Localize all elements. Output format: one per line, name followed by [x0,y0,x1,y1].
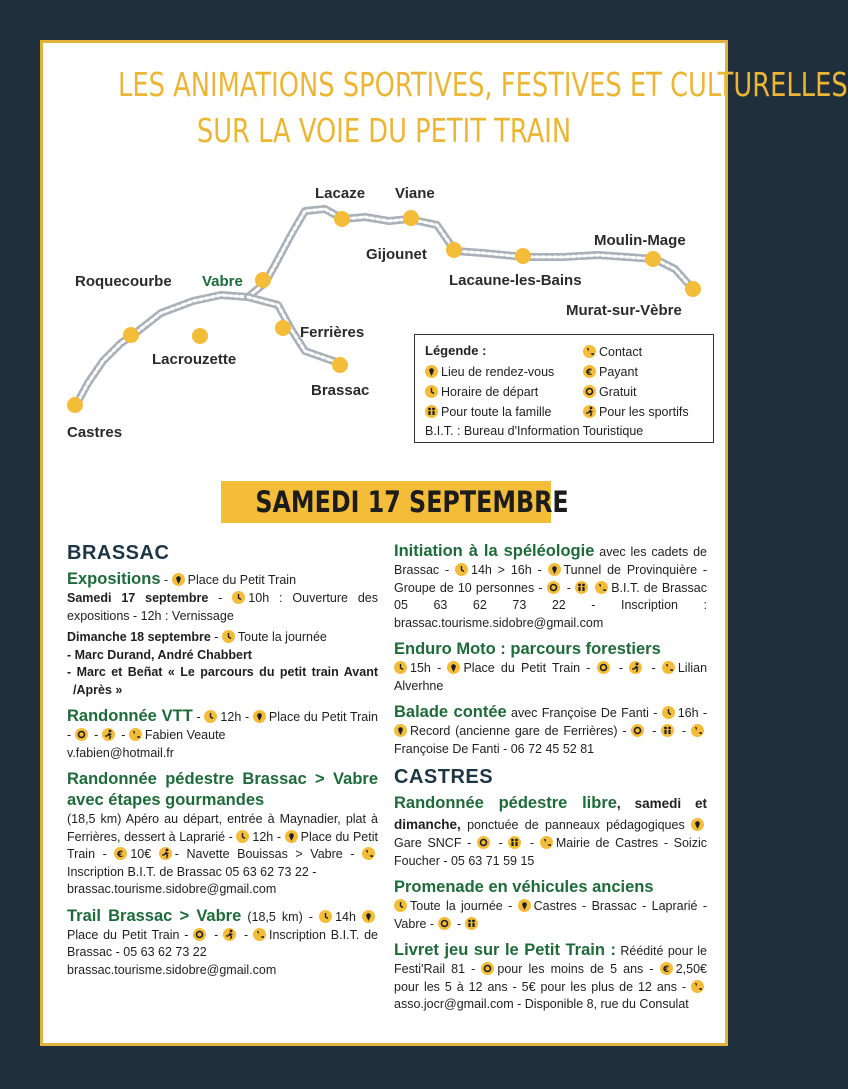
legend-contact: Contact [583,345,642,359]
station-dot-ferrieres [275,320,291,336]
family-icon [425,405,438,418]
rando-email[interactable]: brassac.tourisme.sidobre@gmail.com [67,882,277,896]
event-livret: Livret jeu sur le Petit Train : Réédité pour le Festi'Rail 81 - pour les moins de 5 ans - € 2,50€ pour les 5 à 12 ans - 5€ pour les plus de 12 ans - asso.jocr@gmail.com - Disponible 8, rue du Consulat [394,941,707,1011]
label-lacaune: Lacaune-les-Bains [449,272,582,289]
station-dot-lacrouzette [192,328,208,344]
label-moulin-mage: Moulin-Mage [594,232,686,249]
station-dot-brassac [332,357,348,373]
label-castres: Castres [67,424,123,441]
svg-text:€: € [662,965,669,975]
label-lacaze: Lacaze [315,185,366,202]
station-dot-lacaune [515,248,531,264]
label-roquecourbe: Roquecourbe [75,273,172,290]
label-vabre: Vabre [202,273,243,290]
legend-heading: Légende : [425,343,487,358]
legend-gratuit: Gratuit [583,385,637,399]
euro-icon [583,365,596,378]
title-line-2: SUR LA VOIE DU PETIT TRAIN [196,111,572,150]
label-gijounet: Gijounet [366,246,427,263]
event-enduro: Enduro Moto : parcours forestiers 15h - Place du Petit Train - - - Lilian Alverhne [394,640,708,693]
section-castres: CASTRES [394,766,494,788]
event-promenade: Promenade en véhicules anciens Toute la journée - Castres - Brassac - Laprarié - Vabre - - [394,878,707,931]
svg-text:€: € [117,850,124,860]
station-dot-castres [67,397,83,413]
pin-icon [425,365,438,378]
free-icon [583,385,596,398]
label-brassac: Brassac [311,382,370,399]
date-banner-text: SAMEDI 17 SEPTEMBRE [255,485,569,519]
station-dot-murat [685,281,701,297]
label-ferrieres: Ferrières [300,324,365,341]
event-rando-pedestre: Randonnée pédestre Brassac > Vabre avec étapes gourmandes (18,5 km) Apéro au départ, entrée à Maynadier, plat à Ferrières, dessert à Laprarié - 12h - Place du Petit Train - € 10€ - Navette Bouissas > Vabre - Inscription B.I.T. de Brassac 05 63 62 73 22 - brassac.tourisme.sidobre@gmail.com [67,769,378,899]
station-dot-moulin-mage [645,251,661,267]
legend-famille: Pour toute la famille [425,405,551,419]
event-rando-libre: Randonnée pédestre libre, samedi et dimanche, ponctuée de panneaux pédagogiques Gare SNCF - - - Mairie de Castres - Soizic Foucher - 05 63 71 59 15 [394,794,707,868]
legend-payant: € Payant [583,365,638,379]
station-dot-roquecourbe [123,327,139,343]
date-banner [221,481,569,523]
event-balade: Balade contée avec Françoise De Fanti - 16h - Record (ancienne gare de Ferrières) - - - Françoise De Fanti - 06 72 45 52 81 [394,703,707,756]
legend-rdv: Lieu de rendez-vous [425,365,554,379]
legend-sportifs: Pour les sportifs [583,405,689,419]
station-dot-viane [403,210,419,226]
left-column [67,535,378,986]
label-murat: Murat-sur-Vèbre [566,302,682,319]
station-dot-lacaze [334,211,350,227]
runner-icon [583,405,596,418]
station-dot-vabre [255,272,271,288]
legend-box [414,334,714,443]
label-lacrouzette: Lacrouzette [152,351,237,368]
event-rando-vtt: Randonnée VTT - 12h - Place du Petit Train - - - Fabien Veaute v.fabien@hotmail.fr [67,706,378,762]
legend-horaire: Horaire de départ [425,385,538,399]
right-column [394,535,707,1021]
label-viane: Viane [395,185,435,202]
trail-email[interactable]: brassac.tourisme.sidobre@gmail.com [67,962,277,977]
event-trail: Trail Brassac > Vabre (18,5 km) - 14h Place du Petit Train - - - Inscription B.I.T. de Brassac - 05 63 62 73 22 brassac.tourisme.sidobre@gmail.com [67,906,378,980]
phone-icon [583,345,596,358]
vtt-email[interactable]: v.fabien@hotmail.fr [67,745,174,760]
event-expositions: Expositions - Place du Petit Train Samedi 17 septembre - 10h : Ouverture des expositions - 12h : Vernissage Dimanche 18 septembre - Toute la journée - Marc Durand, André Chabbert - Marc et Beñat « Le parcours du petit train Avant /Après » [67,570,379,697]
station-dot-gijounet [446,242,462,258]
legend-bit: B.I.T. : Bureau d'Information Touristique [425,424,644,438]
section-brassac: BRASSAC [67,542,170,564]
poster [40,40,848,1046]
title-line-1: LES ANIMATIONS SPORTIVES, FESTIVES ET CULTURELLES [118,65,848,104]
svg-text:€: € [586,368,593,378]
clock-icon [425,385,438,398]
event-speleo: Initiation à la spéléologie avec les cadets de Brassac - 14h > 16h - Tunnel de Provinquière - Groupe de 10 personnes - - B.I.T. de Brassac 05 63 62 73 22 - Inscription : brassac.tourisme.sidobre@gmail.com [394,542,708,630]
